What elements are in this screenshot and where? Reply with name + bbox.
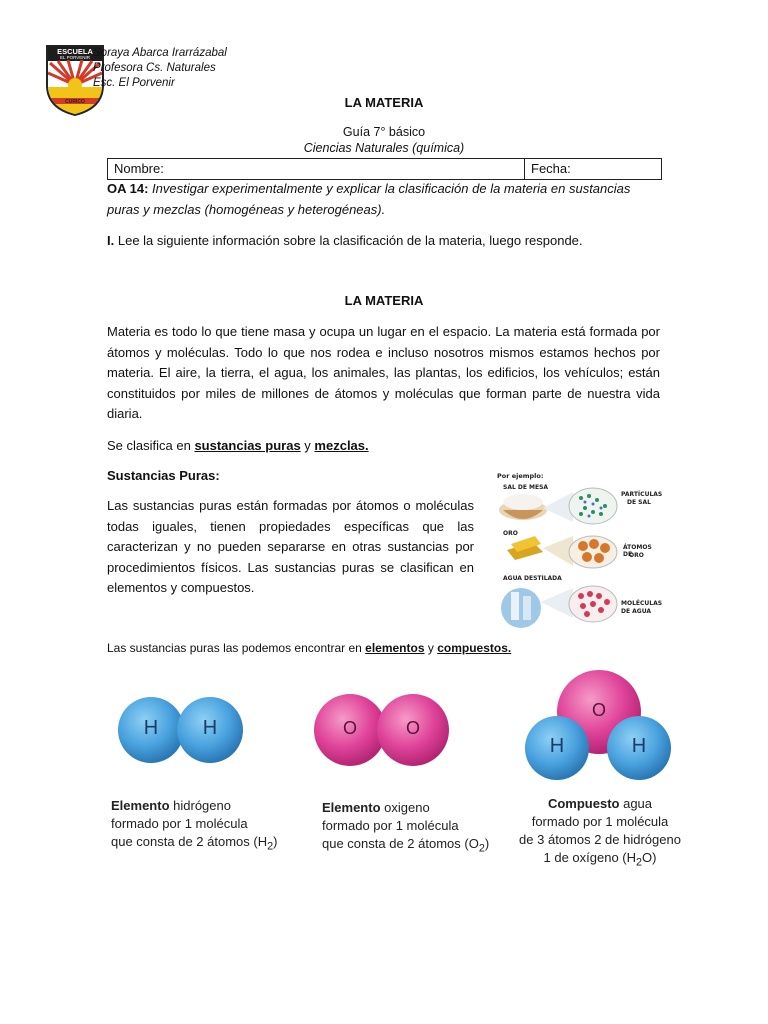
caption-water-line2: formado por 1 molécula bbox=[531, 814, 669, 829]
label-water-molecules-1: MOLÉCULAS bbox=[621, 600, 663, 607]
pure-substances-example-image bbox=[493, 468, 661, 630]
pure-paragraph: Las sustancias puras están formadas por átomos o moléculas todas iguales, tienen propiedades específicas que las caracterizan y no pueden separarse en otras sustancias por procedimientos físicos. Las sustancias puras se clasifican en elementos y compuestos. bbox=[107, 498, 474, 595]
label-distilled-water: AGUA DESTILADA bbox=[503, 575, 562, 582]
caption-hydrogen-sub: 2 bbox=[267, 840, 274, 853]
caption-hydrogen-line2: formado por 1 molécula bbox=[111, 816, 248, 831]
atom-label-water-o: O bbox=[591, 700, 606, 720]
name-field[interactable] bbox=[108, 159, 525, 179]
label-salt-particles-2: DE SAL bbox=[627, 499, 651, 506]
instruction-label: I. bbox=[107, 233, 115, 248]
caption-oxygen-name: oxigeno bbox=[384, 800, 430, 815]
date-field[interactable] bbox=[525, 159, 661, 179]
caption-oxygen-line3: que consta de 2 átomos (O bbox=[322, 836, 479, 851]
classify-prefix: Se clasifica en bbox=[107, 438, 191, 453]
term-sustancias-puras: sustancias puras bbox=[194, 438, 301, 453]
logo-text-escuela: ESCUELA bbox=[57, 47, 93, 56]
instruction bbox=[107, 231, 660, 252]
term-compuestos: compuestos. bbox=[437, 641, 512, 655]
caption-oxygen-close: ) bbox=[484, 836, 490, 851]
logo-text-curico: CURICO bbox=[65, 99, 85, 105]
label-water-molecules-2: DE AGUA bbox=[621, 608, 652, 615]
label-salt-particles-1: PARTÍCULAS bbox=[621, 491, 663, 498]
caption-hydrogen-name: hidrógeno bbox=[173, 798, 231, 813]
caption-oxygen-sub: 2 bbox=[478, 842, 485, 855]
caption-oxygen-bold: Elemento bbox=[322, 800, 381, 815]
caption-hydrogen bbox=[111, 797, 301, 856]
author-role: Profesora Cs. Naturales bbox=[93, 62, 216, 74]
molecule-diagrams bbox=[0, 660, 768, 800]
caption-water-line4: 1 de oxígeno (H bbox=[543, 850, 637, 865]
atom-label-h-1: H bbox=[143, 717, 159, 739]
instruction-text: Lee la siguiente información sobre la clasificación de la materia, luego responde. bbox=[117, 233, 583, 248]
label-gold-atoms-2: ORO bbox=[629, 552, 644, 559]
caption-water-sub: 2 bbox=[636, 856, 643, 869]
objective-text: Investigar experimentalmente y explicar la clasificación de la materia en sustancias puras y mezclas (homogéneas y heterogéneas). bbox=[107, 181, 631, 217]
caption-oxygen-line2: formado por 1 molécula bbox=[322, 818, 459, 833]
caption-hydrogen-bold: Elemento bbox=[111, 798, 170, 813]
caption-water-name: agua bbox=[623, 796, 653, 811]
find-prefix: Las sustancias puras las podemos encontrar en bbox=[107, 641, 362, 655]
objective bbox=[107, 179, 660, 220]
label-gold: ORO bbox=[503, 530, 518, 537]
classify-joiner: y bbox=[304, 438, 311, 453]
find-joiner: y bbox=[427, 641, 434, 655]
intro-paragraph: Materia es todo lo que tiene masa y ocupa un lugar en el espacio. La materia está formada por átomos y moléculas. Todo lo que nos rodea e incluso nosotros mismos estamos hechos por materia. El aire, la tierra, el agua, los animales, las plantas, los edificios, los vehículos; están constituidos por miles de millones de átomos y moléculas que forman parte de nuestra vida diaria. bbox=[107, 324, 660, 421]
label-salt: SAL DE MESA bbox=[503, 484, 549, 491]
school-name: Esc. El Porvenir bbox=[93, 77, 175, 89]
section-title: LA MATERIA bbox=[344, 293, 424, 308]
caption-hydrogen-close: ) bbox=[273, 834, 278, 849]
page-title: LA MATERIA bbox=[344, 95, 424, 110]
atom-label-h-2: H bbox=[202, 717, 218, 739]
atom-label-water-h-1: H bbox=[549, 735, 565, 757]
caption-water-close: O) bbox=[642, 850, 657, 865]
caption-water-bold: Compuesto bbox=[547, 796, 620, 811]
label-gold-atoms-1: ÁTOMOS DE bbox=[623, 544, 652, 558]
author-name: Soraya Abarca Irarrázabal bbox=[93, 47, 227, 59]
guide-subtitle: Guía 7° básico bbox=[342, 125, 426, 139]
date-label: Fecha: bbox=[531, 161, 571, 176]
atom-label-o-1: O bbox=[342, 718, 357, 738]
classification-sentence bbox=[107, 436, 660, 457]
student-info-table bbox=[107, 158, 662, 180]
objective-label: OA 14: bbox=[107, 181, 149, 196]
logo-text-porvenir: EL PORVENIR bbox=[59, 55, 90, 60]
caption-water-line3: de 3 átomos 2 de hidrógeno bbox=[519, 832, 681, 847]
name-label: Nombre: bbox=[114, 161, 164, 176]
caption-hydrogen-line3: que consta de 2 átomos (H bbox=[111, 834, 268, 849]
term-mezclas: mezclas. bbox=[314, 438, 369, 453]
subject-line: Ciencias Naturales (química) bbox=[303, 141, 465, 155]
caption-water bbox=[510, 795, 690, 872]
teacher-header bbox=[93, 46, 227, 91]
term-elementos: elementos bbox=[365, 641, 425, 655]
caption-oxygen bbox=[322, 799, 512, 858]
pure-heading: Sustancias Puras: bbox=[107, 468, 220, 483]
atom-label-water-h-2: H bbox=[631, 735, 647, 757]
atom-label-o-2: O bbox=[405, 718, 420, 738]
example-header: Por ejemplo: bbox=[497, 472, 544, 480]
find-sentence bbox=[107, 638, 660, 659]
